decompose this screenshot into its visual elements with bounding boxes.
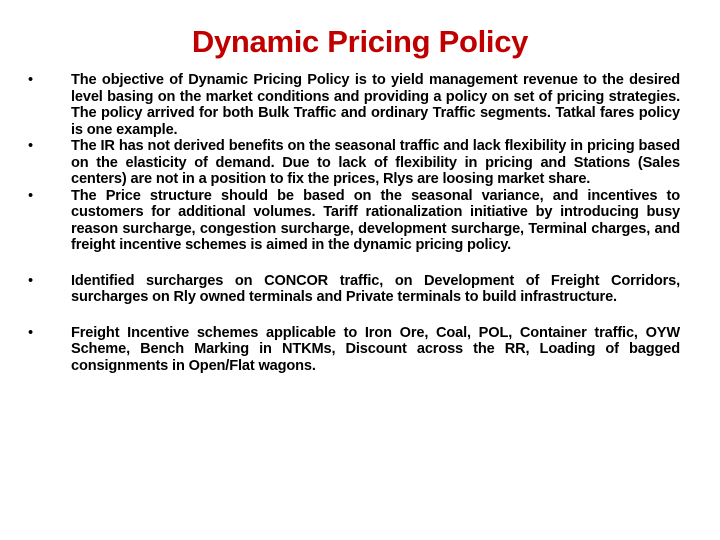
bullet-dot-icon: • [28,324,33,341]
bullet-dot-icon: • [28,272,33,289]
bullet-dot-icon: • [28,72,33,88]
bullet-item [28,325,680,375]
bullet-text: Freight Incentive schemes applicable to Iron Ore, Coal, POL, Container traffic, OYW Scheme, Bench Marking in NTKMs, Discount across the RR, Loading of bagged consignments in Open/Flat wagons. [71,324,680,374]
slide-title: Dynamic Pricing Policy [191,24,529,59]
bullet-list [28,72,680,374]
bullet-dot-icon: • [28,187,33,204]
bullet-item [28,72,680,138]
bullet-text: The Price structure should be based on the seasonal variance, and incentives to customers for additional volumes. Tariff rationalization initiative by introducing busy reason surcharge, congestion surcharge, development surcharge, Terminal charges, and freight incentive schemes is aimed in the dynamic pricing policy. [71,187,680,253]
bullet-text: Identified surcharges on CONCOR traffic, on Development of Freight Corridors, surcharges on Rly owned terminals and Private terminals to build infrastructure. [71,272,680,305]
bullet-text: The objective of Dynamic Pricing Policy is to yield management revenue to the desired level basing on the market conditions and providing a policy on set of pricing strategies. The policy arrived for both Bulk Traffic and ordinary Traffic segments. Tatkal fares policy is one example. [71,72,680,138]
bullet-item [28,273,680,306]
bullet-dot-icon: • [28,138,33,154]
bullet-item [28,138,680,188]
bullet-text: The IR has not derived benefits on the seasonal traffic and lack flexibility in pricing based on the elasticity of demand. Due to lack of flexibility in pricing and Stations (Sales centers) are not in a position to fix the prices, Rlys are loosing market share. [71,138,680,187]
bullet-item [28,188,680,254]
